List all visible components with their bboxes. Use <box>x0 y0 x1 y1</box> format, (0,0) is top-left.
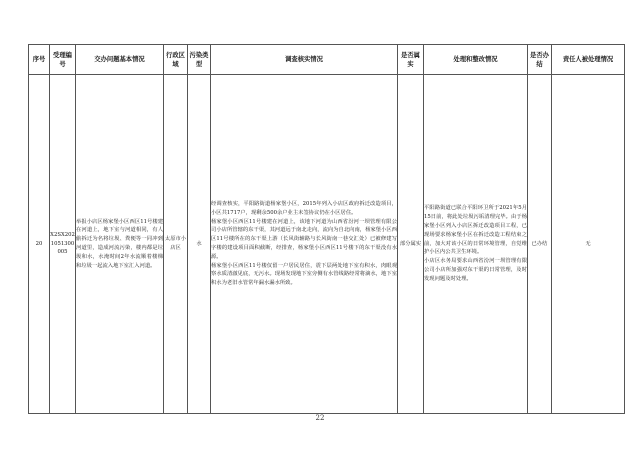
cell-pollution-type: 水 <box>188 75 211 414</box>
header-accountability: 责任人被处理情况 <box>552 45 625 75</box>
cell-verified: 部分属实 <box>398 75 424 414</box>
header-investigation: 调查核实情况 <box>211 45 398 75</box>
header-case-id: 受理编号 <box>50 45 76 75</box>
investigation-paragraph-2: 杨家堡小区西区11号楼建在河道上，该地下河道为山西省汾河一坝管理有限公司小店所管辖的东干渠，其河道远于南北走向，流向为自北向南，杨家堡小区西区11号楼所在的东干渠上游（长风街辅路与长风街南一巷交汇处）已被修建写字楼的建设项目面积截断，经排查，杨家堡小区西区11号楼下的东干渠没有水源。 <box>211 218 397 260</box>
cell-case-id: X2SX2021051300005 <box>50 75 76 414</box>
header-region: 行政区域 <box>164 45 188 75</box>
header-problem: 交办问题基本情况 <box>76 45 164 75</box>
handling-paragraph-1: 平阳路街道已联合平阳环卫所于2021年5月15日前，将此处垃圾污垢清理完毕。由于杨家堡小区列入小店区拆迁改造项目工程，已现场要求杨家堡小区在拆迁改造工程结束之前，加大对该小区的日常环境管理，自觉维护小区内公共卫生环境。 <box>424 205 527 256</box>
cell-investigation <box>211 75 398 414</box>
table-row <box>29 75 625 414</box>
header-seq: 序号 <box>29 45 50 75</box>
table-header-row <box>29 45 625 75</box>
cell-accountability: 无 <box>552 75 625 414</box>
header-verified: 是否属实 <box>398 45 424 75</box>
header-handling: 处理和整改情况 <box>424 45 528 75</box>
handling-paragraph-2: 小店区水务局要求山西省汾河一坝管理有限公司小店所加强对东干渠的日常管理，及时发现问题及时处理。 <box>424 258 527 282</box>
cell-problem: 举报小店区杨家堡小区西区11号楼建在河道上，地下室与河道相同，有人偷拆迁为名将垃圾、粪便等一同冲到河道里，造成河流污染，楼内都是垃圾和水，水淹时间2年水流顺着楼梯和垃圾一起流入地下室汇入河道。 <box>76 75 164 414</box>
complaint-table <box>28 44 625 414</box>
investigation-paragraph-3: 杨家堡小区西区11号楼仅留一户居民居住，震下层两处地下室有积水，肉眼观察水质清澈见底，无污水。现场发现地下室旁侧有水管线路经常将滴水，地下室积水为老旧水管常年漏水漏水所致。 <box>211 262 397 287</box>
header-pollution-type: 污染类型 <box>188 45 211 75</box>
cell-region: 太原市小店区 <box>164 75 188 414</box>
cell-seq: 20 <box>29 75 50 414</box>
investigation-paragraph-1: 经调查核实，平阳路街道杨家堡小区，2015年列入小店区政府拆迁改造项目，小区共1717户，现剩余500余户业主未签协议仍在小区居住。 <box>211 201 397 216</box>
cell-closed: 已办结 <box>528 75 552 414</box>
header-closed: 是否办结 <box>528 45 552 75</box>
page-number: 22 <box>315 414 325 422</box>
cell-handling <box>424 75 528 414</box>
